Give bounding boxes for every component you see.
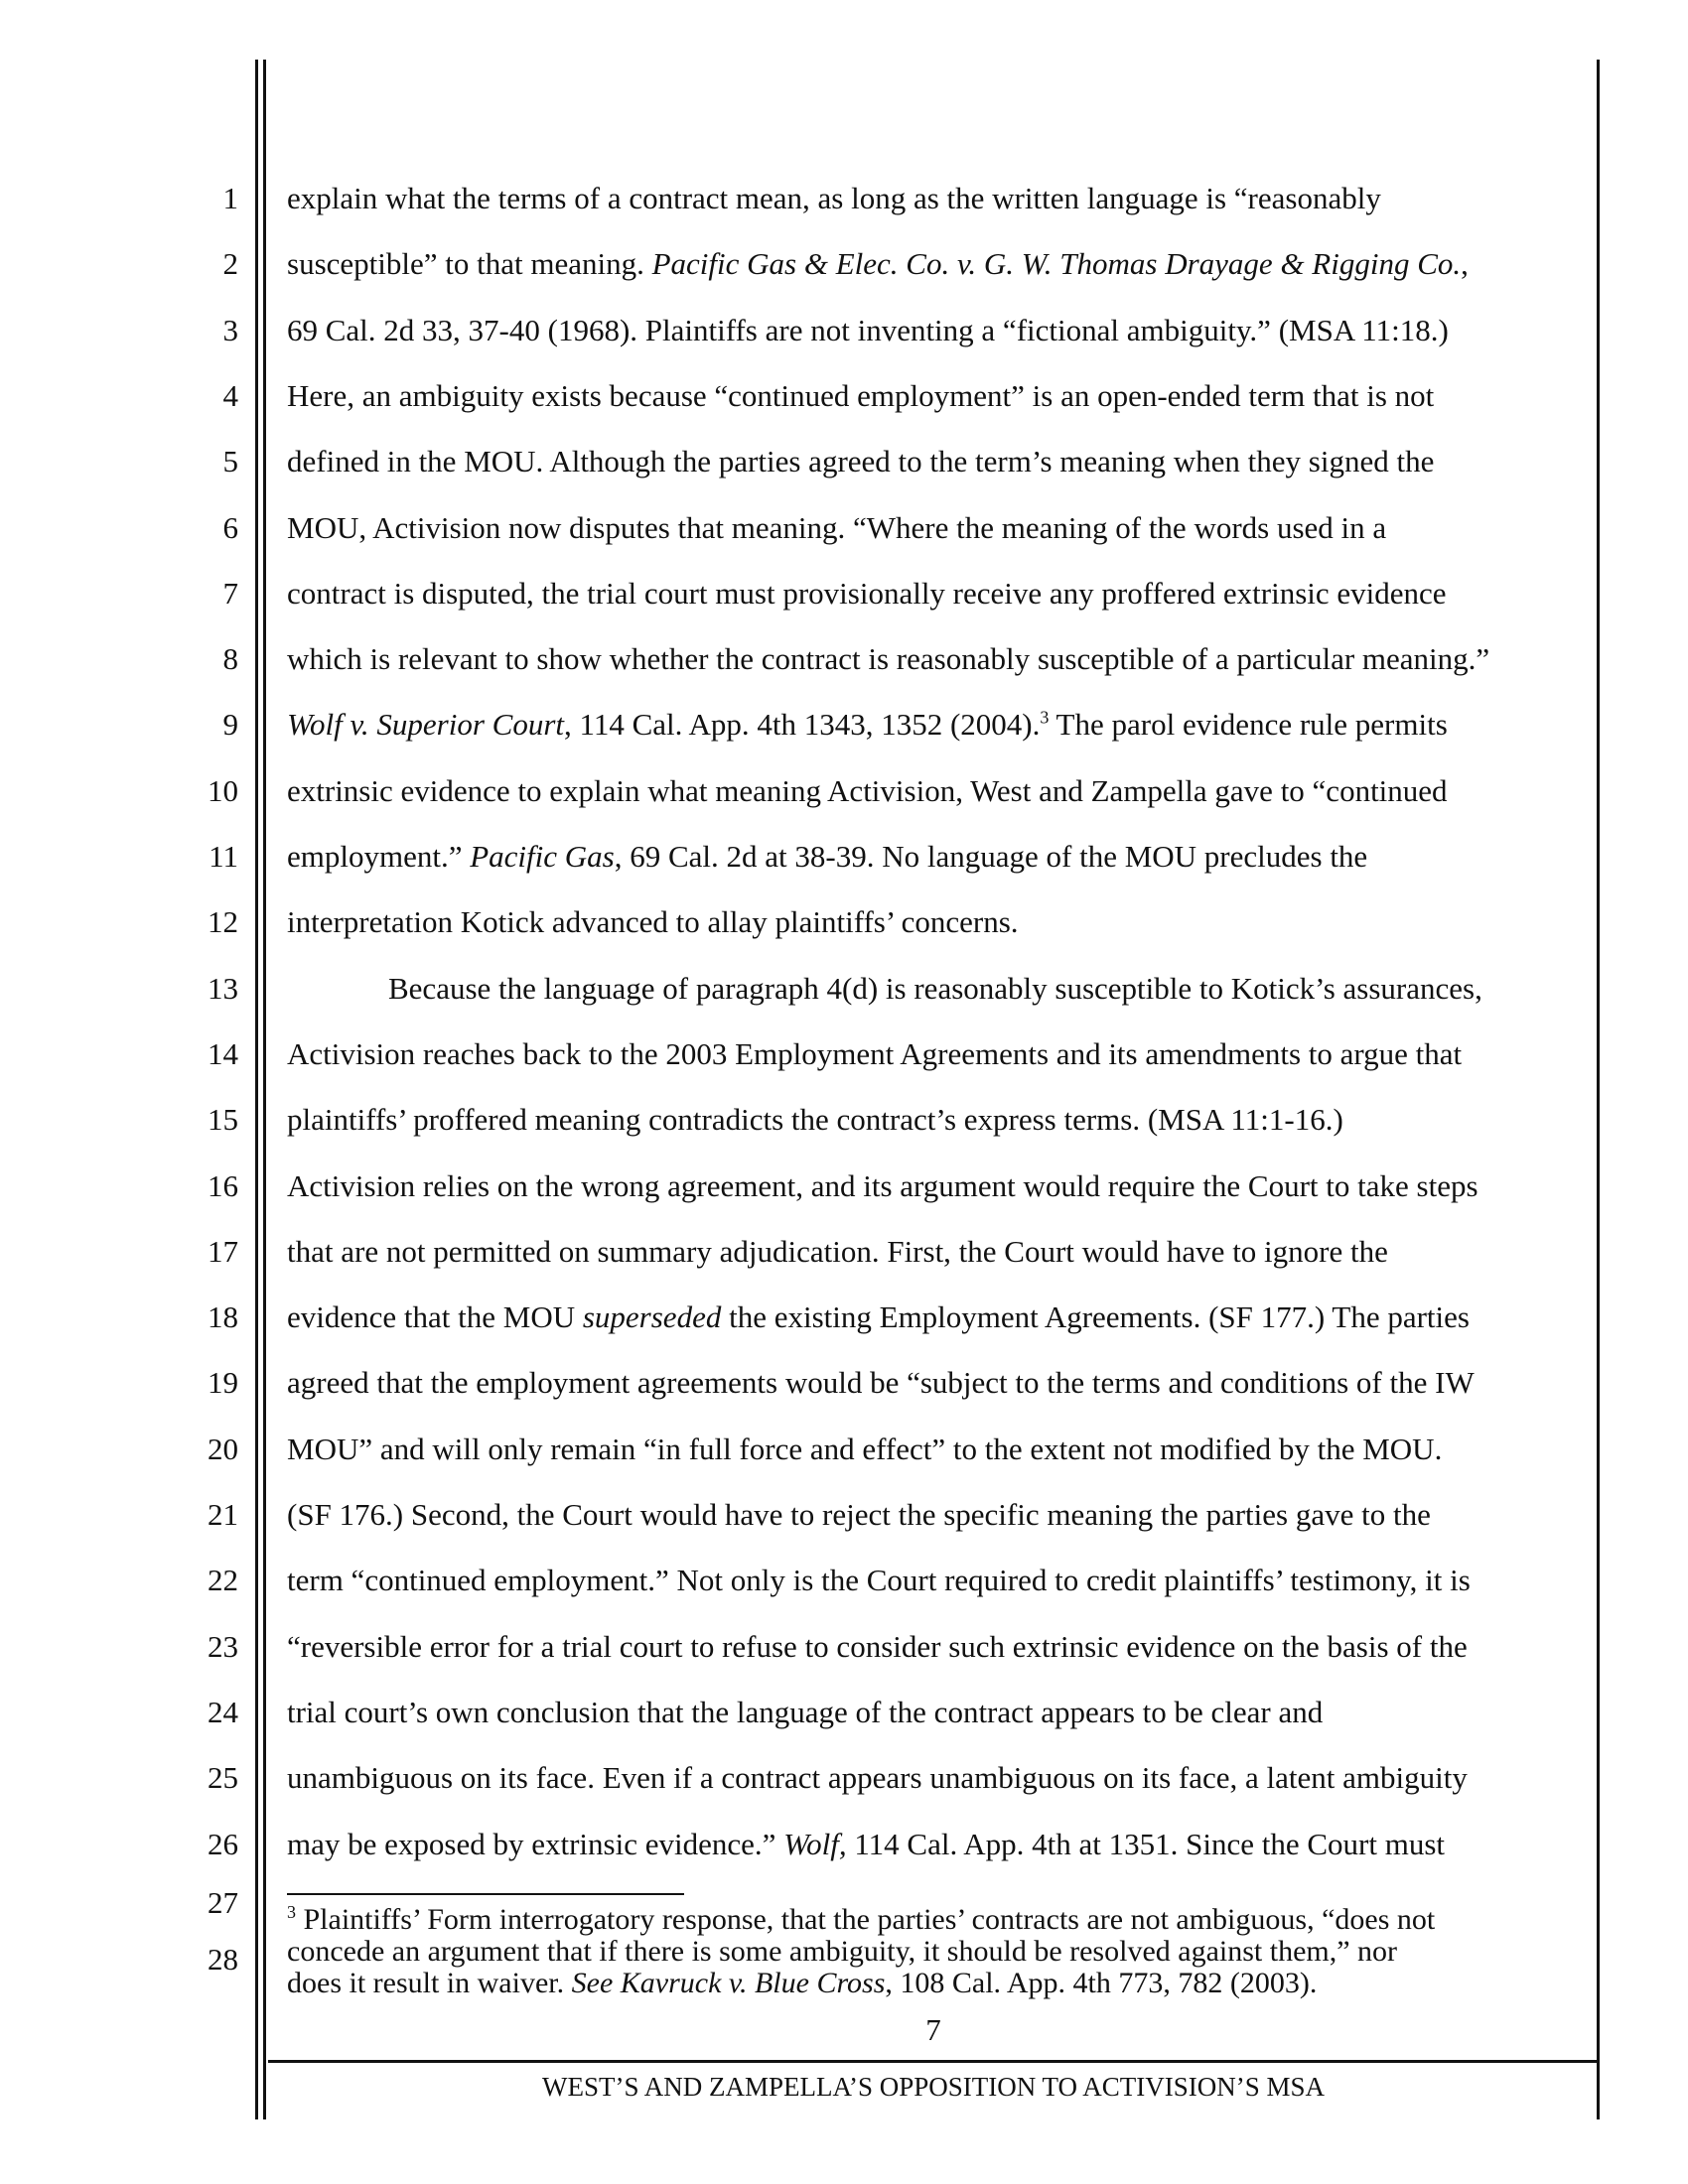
- body-line: [287, 1300, 1578, 1334]
- text-run: , 114 Cal. App. 4th 1343, 1352 (2004).: [564, 707, 1041, 743]
- text-run: that are not permitted on summary adjudication. First, the Court would have to ignore the: [287, 1233, 1388, 1269]
- body-line: [287, 1433, 1578, 1466]
- text-run: 69 Cal. 2d 33, 37-40 (1968). Plaintiffs are not inventing a “fictional ambiguity.” (MSA 11:18.): [287, 312, 1449, 347]
- line-number: 14: [208, 1035, 238, 1071]
- body-line: [287, 1696, 1578, 1729]
- footnote-reference: 3: [1040, 708, 1050, 729]
- text-run: defined in the MOU. Although the parties agreed to the term’s meaning when they signed the: [287, 444, 1435, 479]
- text-run: trial court’s own conclusion that the language of the contract appears to be clear and: [287, 1694, 1324, 1729]
- line-number: 11: [209, 839, 238, 874]
- line-number: 21: [208, 1497, 238, 1532]
- text-run: term “continued employment.” Not only is the Court required to credit plaintiffs’ testimony, it is: [287, 1563, 1471, 1598]
- italic-citation: Pacific Gas & Elec. Co. v. G. W. Thomas Drayage & Rigging Co.: [651, 246, 1462, 282]
- line-number: 3: [222, 312, 238, 347]
- text-run: which is relevant to show whether the contract is reasonably susceptible of a particular meaning.”: [287, 641, 1490, 677]
- text-run: evidence that the MOU: [287, 1299, 583, 1335]
- text-run: , 108 Cal. App. 4th 773, 782 (2003).: [885, 1967, 1318, 1999]
- text-run: MOU, Activision now disputes that meaning. “Where the meaning of the words used in a: [287, 509, 1387, 545]
- text-run: , 69 Cal. 2d at 38-39. No language of the MOU precludes the: [614, 839, 1368, 874]
- line-number: 12: [208, 904, 238, 940]
- line-number: 18: [208, 1299, 238, 1335]
- italic-citation: superseded: [582, 1299, 722, 1335]
- body-line: [287, 182, 1578, 215]
- line-number: 10: [208, 772, 238, 808]
- text-run: plaintiffs’ proffered meaning contradicts the contract’s express terms. (MSA 11:1-16.): [287, 1102, 1343, 1138]
- text-run: employment.”: [287, 839, 471, 874]
- page-number: 7: [925, 2012, 941, 2047]
- line-number: 28: [208, 1942, 238, 1977]
- line-number: 17: [208, 1233, 238, 1269]
- line-number: 1: [222, 181, 238, 215]
- text-run: concede an argument that if there is some ambiguity, it should be resolved against them,” nor: [287, 1935, 1398, 1968]
- body-line: [287, 1498, 1578, 1532]
- body-line: [287, 379, 1578, 413]
- text-run: The parol evidence rule permits: [1049, 707, 1448, 743]
- line-number: 16: [208, 1167, 238, 1203]
- body-line: [287, 247, 1578, 281]
- footnote-line: [287, 1968, 1598, 1999]
- text-run: the existing Employment Agreements. (SF 177.) The parties: [721, 1299, 1470, 1335]
- footnote-line: [287, 1904, 1598, 1936]
- line-number: 20: [208, 1431, 238, 1466]
- text-run: Here, an ambiguity exists because “continued employment” is an open-ended term that is not: [287, 377, 1435, 413]
- body-line: [287, 1235, 1578, 1269]
- line-number: 5: [222, 444, 238, 479]
- body-line: [287, 1366, 1578, 1400]
- body-line: [287, 1169, 1578, 1203]
- italic-citation: Wolf v. Superior Court: [287, 707, 565, 743]
- line-number: 19: [208, 1365, 238, 1401]
- body-line: [287, 1037, 1578, 1071]
- body-line: [287, 972, 1679, 1006]
- body-line: [287, 314, 1578, 347]
- body-line: [287, 642, 1578, 676]
- line-number: 2: [222, 246, 238, 282]
- text-run: may be exposed by extrinsic evidence.”: [287, 1826, 784, 1861]
- line-number: 6: [222, 509, 238, 545]
- line-number: 13: [208, 970, 238, 1006]
- text-run: 114 Cal. App. 4th at 1351. Since the Court must: [846, 1826, 1446, 1861]
- footnote-reference: 3: [287, 1902, 296, 1922]
- text-run: agreed that the employment agreements would be “subject to the terms and conditions of the IW: [287, 1365, 1475, 1401]
- body-line: [287, 1828, 1578, 1861]
- text-run: does it result in waiver.: [287, 1967, 572, 1999]
- line-number: 7: [222, 575, 238, 611]
- text-run: susceptible” to that meaning.: [287, 246, 652, 282]
- left-margin-rule-outer: [255, 60, 258, 2119]
- line-number: 9: [222, 707, 238, 743]
- footer-separator-rule: [268, 2060, 1597, 2063]
- footer-title: WEST’S AND ZAMPELLA’S OPPOSITION TO ACTIVISION’S MSA: [541, 2072, 1326, 2102]
- line-number: 25: [208, 1760, 238, 1796]
- left-margin-rule-inner: [263, 60, 266, 2119]
- footnote-separator-rule: [287, 1893, 684, 1895]
- body-line: [287, 445, 1578, 478]
- text-run: interpretation Kotick advanced to allay plaintiffs’ concerns.: [287, 904, 1019, 940]
- text-run: ,: [1461, 246, 1469, 282]
- line-number: 24: [208, 1694, 238, 1729]
- line-number: 4: [222, 377, 238, 413]
- text-run: unambiguous on its face. Even if a contract appears unambiguous on its face, a latent ambiguity: [287, 1760, 1468, 1796]
- body-line: [287, 1630, 1578, 1664]
- body-line: [287, 577, 1578, 611]
- line-number: 27: [208, 1885, 238, 1920]
- text-run: “reversible error for a trial court to refuse to consider such extrinsic evidence on the basis of the: [287, 1628, 1468, 1664]
- footnote-line: [287, 1936, 1598, 1968]
- line-number: 8: [222, 641, 238, 677]
- text-run: extrinsic evidence to explain what meaning Activision, West and Zampella gave to “continued: [287, 772, 1448, 808]
- body-line: [287, 708, 1578, 742]
- text-run: Activision reaches back to the 2003 Employment Agreements and its amendments to argue that: [287, 1035, 1463, 1071]
- line-number: 15: [208, 1102, 238, 1138]
- line-number: 23: [208, 1628, 238, 1664]
- text-run: Because the language of paragraph 4(d) is reasonably susceptible to Kotick’s assurances,: [388, 970, 1482, 1006]
- italic-citation: Wolf,: [783, 1826, 847, 1861]
- body-line: [287, 511, 1578, 545]
- right-margin-rule: [1597, 60, 1600, 2119]
- italic-citation: See Kavruck v. Blue Cross: [571, 1967, 886, 1999]
- text-run: explain what the terms of a contract mean, as long as the written language is “reasonably: [287, 181, 1381, 215]
- italic-citation: Pacific Gas: [470, 839, 615, 874]
- text-run: Activision relies on the wrong agreement, and its argument would require the Court to take steps: [287, 1167, 1478, 1203]
- body-line: [287, 1103, 1578, 1137]
- text-run: contract is disputed, the trial court must provisionally receive any proffered extrinsic evidence: [287, 575, 1447, 611]
- line-number: 22: [208, 1563, 238, 1598]
- body-line: [287, 840, 1578, 874]
- text-run: MOU” and will only remain “in full force and effect” to the extent not modified by the MOU.: [287, 1431, 1443, 1466]
- text-run: Plaintiffs’ Form interrogatory response, that the parties’ contracts are not ambiguous, “does not: [296, 1903, 1436, 1936]
- text-run: (SF 176.) Second, the Court would have to reject the specific meaning the parties gave to the: [287, 1497, 1431, 1532]
- body-line: [287, 1564, 1578, 1597]
- body-line: [287, 1761, 1578, 1795]
- body-line: [287, 905, 1578, 939]
- line-number: 26: [208, 1826, 238, 1861]
- body-line: [287, 774, 1578, 808]
